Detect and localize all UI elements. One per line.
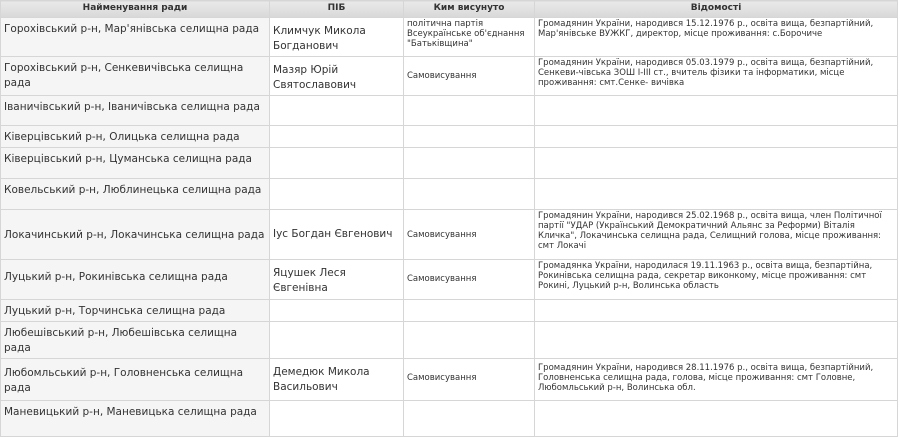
- table-row: [1, 126, 898, 148]
- cell-rada: Локачинський р-н, Локачинська селищна рада: [1, 210, 270, 260]
- cell-who: [404, 322, 535, 359]
- cell-info: [535, 300, 898, 322]
- cell-who: [404, 401, 535, 437]
- cell-info: Громадянин України, народився 28.11.1976 р., освіта вища, безпартійний, Головненська селищна рада, голова, місце проживання: смт Головне, Любомльський р-н, Волинська обл.: [535, 359, 898, 401]
- cell-pib: [270, 126, 404, 148]
- cell-pib: [270, 148, 404, 179]
- cell-rada: Ківерцівський р-н, Олицька селищна рада: [1, 126, 270, 148]
- cell-pib: [270, 322, 404, 359]
- cell-info: [535, 322, 898, 359]
- cell-rada: Ковельський р-н, Люблинецька селищна рада: [1, 179, 270, 210]
- table-row: [1, 300, 898, 322]
- cell-rada: Любешівський р-н, Любешівська селищна рада: [1, 322, 270, 359]
- header-rada: Найменування ради: [1, 1, 270, 18]
- cell-info: Громадянин України, народився 05.03.1979 р., освіта вища, безпартійний, Сенкеви-чівська ЗОШ І-ІІІ ст., вчитель фізики та інформатики, місце проживання: смт.Сенке- вичівка: [535, 57, 898, 96]
- cell-rada: Ківерцівський р-н, Цуманська селищна рада: [1, 148, 270, 179]
- cell-rada: Луцький р-н, Рокинівська селищна рада: [1, 260, 270, 300]
- cell-info: [535, 126, 898, 148]
- cell-rada: Луцький р-н, Торчинська селищна рада: [1, 300, 270, 322]
- cell-info: [535, 179, 898, 210]
- cell-info: [535, 148, 898, 179]
- table-header-row: [1, 1, 898, 18]
- cell-pib: Яцушек Леся Євгенівна: [270, 260, 404, 300]
- cell-info: Громадянин України, народився 15.12.1976 р., освіта вища, безпартійний, Мар'янівське ВУЖКГ, директор, місце проживання: с.Борочиче: [535, 18, 898, 57]
- cell-rada: Горохівський р-н, Сенкевичівська селищна рада: [1, 57, 270, 96]
- table-row: [1, 18, 898, 57]
- cell-pib: [270, 300, 404, 322]
- cell-pib: [270, 179, 404, 210]
- table-row: [1, 148, 898, 179]
- cell-who: Самовисування: [404, 359, 535, 401]
- table-row: [1, 210, 898, 260]
- cell-info: [535, 401, 898, 437]
- header-who: Ким висунуто: [404, 1, 535, 18]
- cell-who: Самовисування: [404, 260, 535, 300]
- cell-info: Громадянка України, народилася 19.11.1963 р., освіта вища, безпартійна, Рокинівська селищна рада, секретар виконкому, місце проживання: смт Рокині, Луцький р-н, Волинська область: [535, 260, 898, 300]
- table-row: [1, 322, 898, 359]
- cell-who: [404, 96, 535, 126]
- cell-who: Самовисування: [404, 210, 535, 260]
- cell-who: [404, 179, 535, 210]
- cell-info: [535, 96, 898, 126]
- table-row: [1, 57, 898, 96]
- cell-info: Громадянин України, народився 25.02.1968 р., освіта вища, член Політичної партії "УДАР (Український Демократичний Альянс за Реформи) Віталія Кличка", Локачинська селищна рада, Селищний голова, місце проживання: смт Локачі: [535, 210, 898, 260]
- table-row: [1, 96, 898, 126]
- table-row: [1, 401, 898, 437]
- cell-rada: Горохівський р-н, Мар'янівська селищна рада: [1, 18, 270, 57]
- cell-pib: [270, 96, 404, 126]
- table-row: [1, 179, 898, 210]
- cell-who: [404, 126, 535, 148]
- cell-rada: Маневицький р-н, Маневицька селищна рада: [1, 401, 270, 437]
- cell-rada: Іваничівський р-н, Іваничівська селищна рада: [1, 96, 270, 126]
- header-info: Відомості: [535, 1, 898, 18]
- cell-pib: Демедюк Микола Васильович: [270, 359, 404, 401]
- table-row: [1, 359, 898, 401]
- cell-who: [404, 300, 535, 322]
- cell-pib: [270, 401, 404, 437]
- cell-who: Самовисування: [404, 57, 535, 96]
- cell-pib: Мазяр Юрій Святославович: [270, 57, 404, 96]
- cell-pib: Іус Богдан Євгенович: [270, 210, 404, 260]
- table-row: [1, 260, 898, 300]
- cell-who: [404, 148, 535, 179]
- cell-rada: Любомльський р-н, Головненська селищна рада: [1, 359, 270, 401]
- header-pib: ПІБ: [270, 1, 404, 18]
- cell-pib: Климчук Микола Богданович: [270, 18, 404, 57]
- cell-who: політична партія Всеукраїнське об'єднання "Батьківщина": [404, 18, 535, 57]
